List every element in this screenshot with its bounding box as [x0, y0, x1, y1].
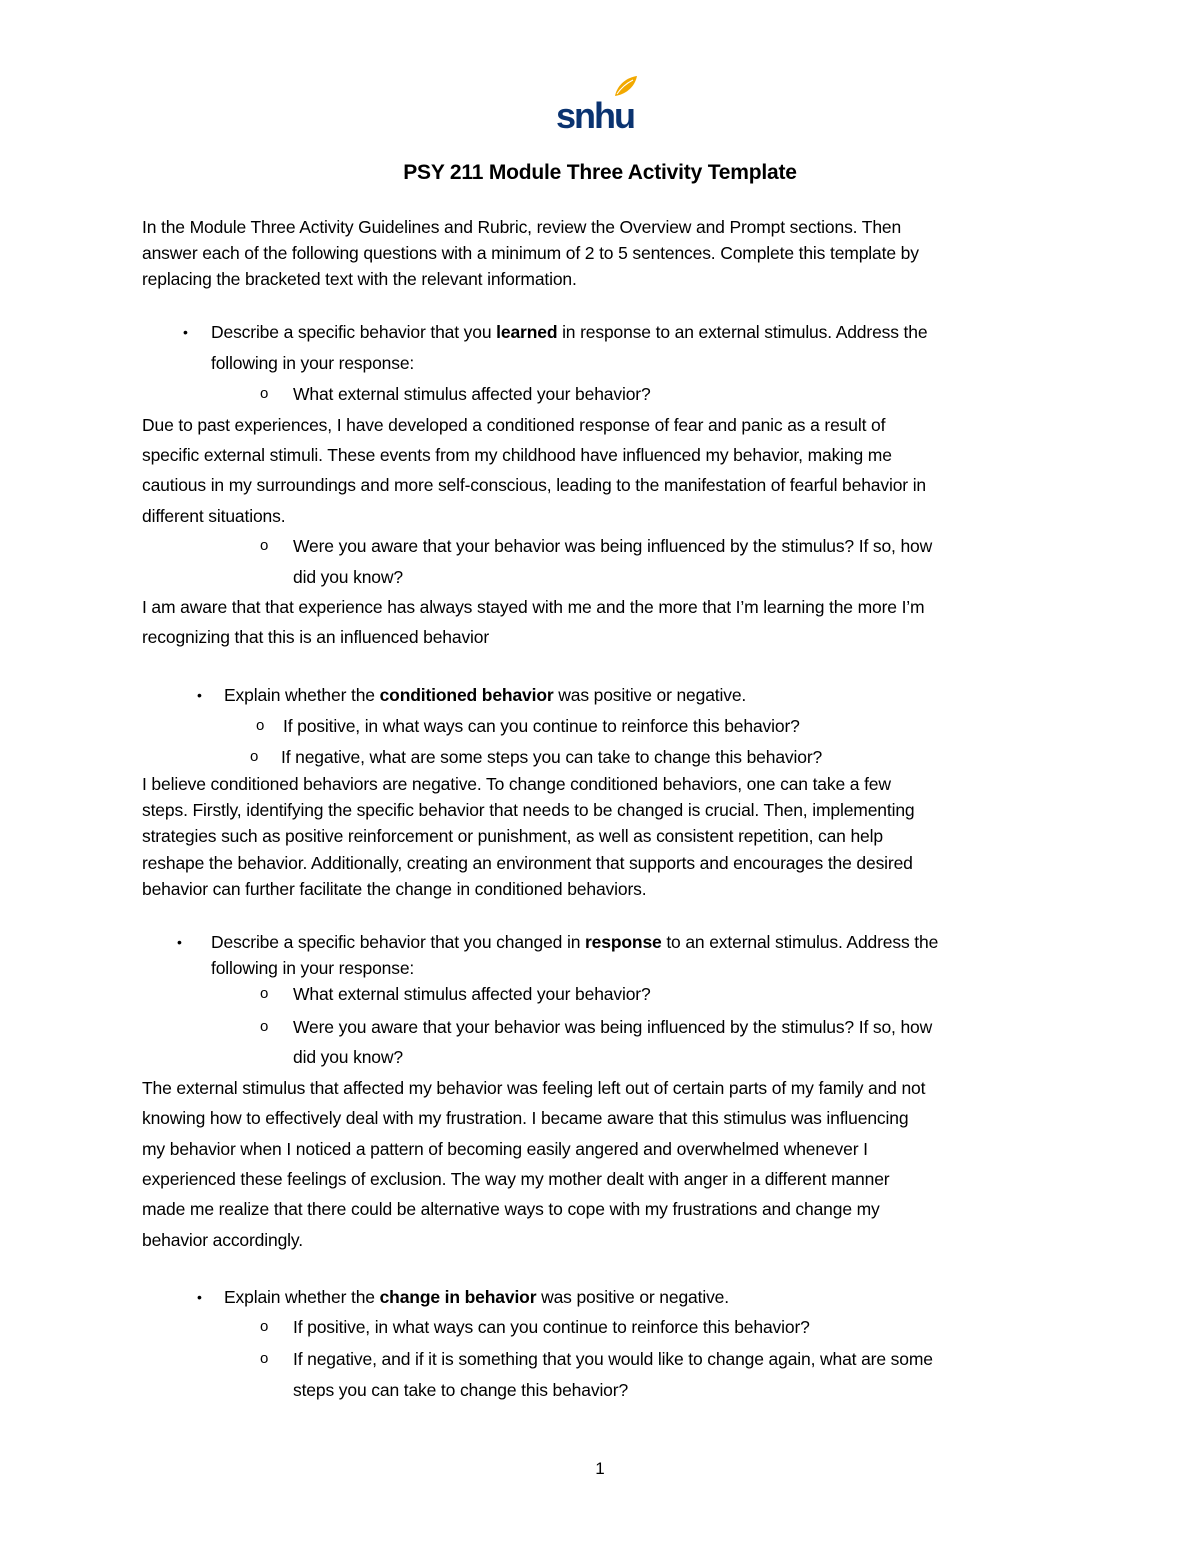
document-title: PSY 211 Module Three Activity Template	[403, 161, 797, 184]
s2-prompt-pre: Explain whether the	[224, 685, 380, 705]
sub-bullet-icon: o	[260, 385, 269, 402]
s4-prompt	[224, 1284, 729, 1310]
s3-answer-line-4: experienced these feelings of exclusion. The way my mother dealt with anger in a different manner	[142, 1169, 890, 1189]
s2-answer-line-1: I believe conditioned behaviors are negative. To change conditioned behaviors, one can take a few	[142, 774, 891, 794]
s1-prompt-line-2: following in your response:	[211, 353, 415, 373]
s4-question-1: If positive, in what ways can you continue to reinforce this behavior?	[293, 1317, 810, 1337]
s1-question-1: What external stimulus affected your behavior?	[293, 384, 651, 404]
s1-prompt-post: in response to an external stimulus. Address the	[557, 322, 928, 342]
bullet-icon: •	[177, 934, 182, 950]
s4-prompt-bold: change in behavior	[379, 1287, 537, 1307]
s4-prompt-pre: Explain whether the	[224, 1287, 380, 1307]
page-number: 1	[595, 1459, 605, 1478]
s2-answer-line-2: steps. Firstly, identifying the specific behavior that needs to be changed is crucial. Then, implementing	[142, 800, 915, 820]
s3-answer-line-3: my behavior when I noticed a pattern of becoming easily angered and overwhelmed whenever I	[142, 1139, 868, 1159]
s4-prompt-post: was positive or negative.	[536, 1287, 729, 1307]
s3-question-2-line-1: Were you aware that your behavior was being influenced by the stimulus? If so, how	[293, 1017, 933, 1037]
s2-question-1: If positive, in what ways can you continue to reinforce this behavior?	[283, 716, 800, 736]
s2-prompt-post: was positive or negative.	[553, 685, 747, 705]
s2-answer-line-4: reshape the behavior. Additionally, creating an environment that supports and encourages the desired	[142, 853, 913, 873]
s1-question-2-line-2: did you know?	[293, 567, 403, 587]
s1-answer-1-line-3: cautious in my surroundings and more self-conscious, leading to the manifestation of fearful behavior in	[142, 475, 927, 495]
s1-prompt-bold: learned	[496, 322, 558, 342]
s3-prompt-line-2: following in your response:	[211, 958, 415, 978]
s2-answer-line-3: strategies such as positive reinforcement or punishment, as well as consistent repetition, can help	[142, 826, 883, 846]
sub-bullet-icon: o	[256, 717, 265, 734]
sub-bullet-icon: o	[250, 748, 259, 765]
s1-prompt	[211, 319, 927, 345]
s3-answer-line-6: behavior accordingly.	[142, 1230, 303, 1250]
s1-answer-1-line-1: Due to past experiences, I have developed a conditioned response of fear and panic as a result of	[142, 415, 886, 435]
s1-answer-1-line-2: specific external stimuli. These events from my childhood have influenced my behavior, making me	[142, 445, 892, 465]
sub-bullet-icon: o	[260, 1318, 269, 1335]
s4-question-2-line-2: steps you can take to change this behavior?	[293, 1380, 629, 1400]
snhu-logo-graphic	[555, 74, 639, 132]
s3-question-1: What external stimulus affected your behavior?	[293, 984, 651, 1004]
s3-prompt-bold: response	[585, 932, 662, 952]
sub-bullet-icon: o	[260, 985, 269, 1002]
s4-question-2-line-1: If negative, and if it is something that you would like to change again, what are some	[293, 1349, 933, 1369]
s2-prompt-bold: conditioned behavior	[379, 685, 554, 705]
s3-question-2-line-2: did you know?	[293, 1047, 403, 1067]
s3-answer-line-5: made me realize that there could be alternative ways to cope with my frustrations and change my	[142, 1199, 880, 1219]
bullet-icon: •	[197, 687, 202, 703]
sub-bullet-icon: o	[260, 1350, 269, 1367]
s3-prompt-post: to an external stimulus. Address the	[661, 932, 939, 952]
s1-question-2-line-1: Were you aware that your behavior was being influenced by the stimulus? If so, how	[293, 536, 933, 556]
logo-wordmark: snhu	[556, 95, 634, 132]
s2-answer-line-5: behavior can further facilitate the change in conditioned behaviors.	[142, 879, 647, 899]
snhu-logo	[555, 74, 639, 132]
s1-answer-2-line-2: recognizing that this is an influenced behavior	[142, 627, 490, 647]
s1-answer-1-line-4: different situations.	[142, 506, 286, 526]
s3-prompt	[211, 929, 938, 955]
sub-bullet-icon: o	[260, 1018, 269, 1035]
s1-answer-2-line-1: I am aware that that experience has always stayed with me and the more that I’m learning the more I’m	[142, 597, 925, 617]
s1-prompt-pre: Describe a specific behavior that you	[211, 322, 497, 342]
intro-line-3: replacing the bracketed text with the relevant information.	[142, 269, 577, 289]
s3-answer-line-2: knowing how to effectively deal with my frustration. I became aware that this stimulus was influencing	[142, 1108, 909, 1128]
s2-question-2: If negative, what are some steps you can take to change this behavior?	[281, 747, 823, 767]
sub-bullet-icon: o	[260, 537, 269, 554]
bullet-icon: •	[197, 1289, 202, 1305]
s3-answer-line-1: The external stimulus that affected my behavior was feeling left out of certain parts of my family and not	[142, 1078, 926, 1098]
s3-prompt-pre: Describe a specific behavior that you changed in	[211, 932, 585, 952]
intro-line-2: answer each of the following questions with a minimum of 2 to 5 sentences. Complete this template by	[142, 243, 919, 263]
s2-prompt	[224, 682, 746, 708]
bullet-icon: •	[183, 324, 188, 340]
intro-line-1: In the Module Three Activity Guidelines and Rubric, review the Overview and Prompt sections. Then	[142, 217, 902, 237]
